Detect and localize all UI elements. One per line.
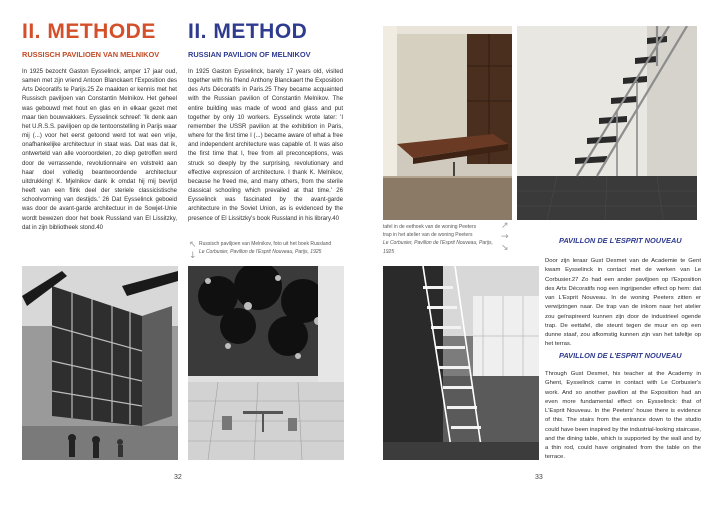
esprit-nouveau-terrace-photo [188,266,344,460]
esprit-nouveau-stair-photo [383,266,539,460]
melnikov-pavilion-photo [22,266,178,460]
heading-nl: II. METHODE [22,20,156,43]
arrow-right-icon: → [501,232,509,242]
caption-right-line-3: Le Corbusier, Pavillon de l'Esprit Nouveau, Parijs, 1925 [383,240,493,255]
caption-right-line-1: tafel in de eethoek van de woning Peeters [383,224,477,230]
right-page [361,0,722,510]
peeters-studio-stair-photo [517,26,697,220]
heading-en: II. METHOD [188,20,308,43]
arrow-up-left-icon: ↖ [189,240,197,250]
arrow-up-right-icon: ↗ [501,221,509,231]
body-text-right-en [545,370,701,463]
body-paragraph-nl: In 1925 bezocht Gaston Eysselinck, amper 17 jaar oud, samen met zijn vriend Antoon Blanckaert l'Exposition des Arts Décoratifs te Parijs.25 Ze maakten er kennis met het Russisch paviljoen van Constantin Melnikov. Het geheel was gebouwd met hout en glas en in elkaar gezet met maar tien bouwvakkers. Eysselinck schreef: 'Ik denk aan het U.R.S.S. paviljoen op de tentoonstelling in Parijs waar mij (...) voor het eerst getoond werd tot wat een vrije, onafhankelijke architectuur in staat was. Dat was dat ik, ontwerteld van alle vooroordelen, zo diep getroffen werd door de verrassende, revolutionnaire en volstrekt aan haar doel volledig beantwoordende architectuur uitdrukking! K. Mjelnikov dank ik omdat hij mij bevrijd heeft van een flink deel der steriele classicistische schoolvorming van destijds.' 26 Dat Eysselinck geboeid was door de avant-garde architectuur in de Sowjet-Unie wordt bewezen door het boek Russland van El Lissitzky, dat in zijn bibliotheek stond.40 [22,69,177,231]
photo-caption-right [383,223,503,256]
subheading-nl: RUSSISCH PAVILIOEN VAN MELNIKOV [22,50,160,59]
arrow-down-icon: ↓ [189,251,197,261]
page-number-right: 33 [535,474,543,481]
page-number-left: 32 [174,474,182,481]
heading-right-en: PAVILLON DE L'ESPRIT NOUVEAU [559,351,682,360]
body-paragraph-right-nl: Door zijn leraar Gust Desmet van de Academie te Gent kwam Eysselinck in contact met de werken van Le Corbusier.27 Zo had een ander paviljoen op l'Exposition des Arts Décoratifs nog een ingrijpender effect op hem: dat van L'Esprit Nouveau. In de woning Peeters zitten er verwijzingen naar. De trap van de inkom naar het atelier zou geïnspireerd kunnen zijn door de industrieel ogende trap. De eettafel, die steunt tegen de muur en op een dunne staaf, zou afkomstig kunnen zijn van het tafeltje op het terras. [545,258,701,348]
body-text-nl [22,68,177,233]
photo-caption [199,240,359,256]
body-paragraph-en: In 1925 Gaston Eysselinck, barely 17 years old, visited together with his friend Anthony Blanckaert the Exposition des Arts Décoratifs in Paris.25 They became acquainted with the Russian pavilion of Constantin Melnikov. The entire building was made of wood and glass and put together by only 10 workers. Eysselinck wrote later: 'I remember the USSR pavilion at the exhibition in Paris, where for the first time I (...) became aware of what a free and independent architecture was capable of. It was also the first time that I, free from all preconceptions, was struck so deeply by the surprising, revolutionary and effective expression of architecture. I thank K. Melnikov, because he freed me, and many others, from the sterile classical schooling which prevailed at that time.' 26 Eysselinck was fascinated by the avant-garde architecture in the Soviet Union, as is evidenced by the presence of El Lissitzky's book Russland in his library.40 [188,69,343,222]
caption-right-line-2: trap in het atelier van de woning Peeters [383,232,473,239]
subheading-en: RUSSIAN PAVILION OF MELNIKOV [188,50,311,59]
caption-line-2: Le Corbusier, Pavillon de l'Esprit Nouveau, Parijs, 1925 [199,249,322,256]
body-paragraph-right-en: Through Gust Desmet, his teacher at the Academy in Ghent, Eysselinck came in contact with Le Corbusier's work. And so another pavilion at the Exposition had an even more fundamental effect on Eysselinck: that of L'Esprit Nouveau. In the Peeters' house there is evidence of this. The stairs from the entrance down to the studio could have been inspired by the industrial-looking staircase, and the dining table, which is supported by the wall and by a thin rod, could have originated from the table on the terrace. [545,371,701,461]
caption-line-1: Russisch paviljoen van Melnikov, foto uit het boek Russland [199,241,332,247]
peeters-dining-table-photo [383,26,512,220]
body-text-en [188,68,343,224]
arrow-down-right-icon: ↘ [501,243,509,253]
heading-right-nl: PAVILLON DE L'ESPRIT NOUVEAU [559,236,682,245]
body-text-right-nl [545,257,701,350]
